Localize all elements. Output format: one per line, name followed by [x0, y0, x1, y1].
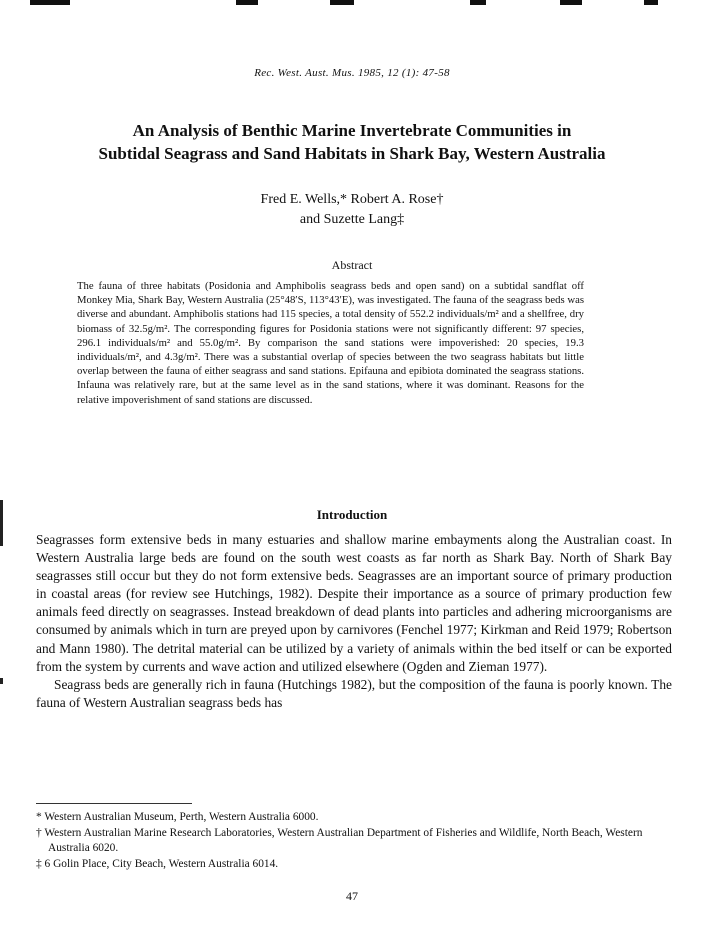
scan-artifact-mark [470, 0, 486, 5]
footnote-rule [36, 803, 192, 804]
introduction-body [36, 531, 672, 712]
scan-edge-mark [0, 678, 3, 684]
footnotes [36, 810, 672, 872]
footnote: † Western Australian Marine Research Laboratories, Western Australian Department of Fisheries and Wildlife, North Beach, Western Australia 6020. [36, 826, 643, 854]
abstract-heading: Abstract [331, 258, 373, 272]
scan-artifact-mark [644, 0, 658, 5]
footnote: ‡ 6 Golin Place, City Beach, Western Australia 6014. [36, 857, 279, 870]
author-line: Fred E. Wells,* Robert A. Rose† [260, 192, 444, 207]
journal-citation: Rec. West. Aust. Mus. 1985, 12 (1): 47-58 [254, 67, 450, 79]
scan-artifact-mark [30, 0, 70, 5]
introduction-heading: Introduction [316, 507, 388, 522]
body-paragraph: Seagrasses form extensive beds in many estuaries and shallow marine embayments along the Australian coast. In Western Australia large beds are found on the south west coasts as far north as Shark Bay. North of Shark Bay seagrasses still occur but they do not form extensive beds. Seagrasses are an important source of primary production in coastal areas (for review see Hutchings, 1982). Despite their importance as a source of primary production few animals feed directly on seagrasses. Instead breakdown of dead plants into particles and adhering microorganisms are consumed by animals which in turn are preyed upon by carnivores (Fenchel 1977; Kirkman and Reid 1979; Robertson and Mann 1980). The detrital material can be utilized by a variety of animals within the bed itself or can be exported from the system by currents and wave action and utilized elsewhere (Ogden and Zieman 1977). [36, 532, 672, 674]
scan-artifact-mark [236, 0, 258, 5]
paper-title [20, 119, 684, 165]
abstract-text: The fauna of three habitats (Posidonia and Amphibolis seagrass beds and open sand) on a subtidal sandflat off Monkey Mia, Shark Bay, Western Australia (25°48′S, 113°43′E), was investigated. The fauna of the seagrass beds was diverse and abundant. Amphibolis stations had 115 species, a total density of 552.2 individuals/m² and a shellfree, dry biomass of 32.5g/m². The corresponding figures for Posidonia stations were not significantly different: 97 species, 296.1 individuals/m² and 55.0g/m². By comparison the sand stations were impoverished: 20 species, 19.3 individuals/m², and 4.3g/m². There was a substantial overlap of species between the two seagrass habitats but little overlap between the fauna of either seagrass and sand stations. Epifauna and epibiota dominated the seagrass stations. Infauna was relatively rare, but at the same level as in the sand stations, where it was dominant. Reasons for the relative impoverishment of sand stations are discussed. [77, 280, 584, 406]
scan-artifact-mark [330, 0, 354, 5]
author-line: and Suzette Lang‡ [299, 212, 405, 227]
author-list [0, 190, 704, 230]
body-paragraph: Seagrass beds are generally rich in fauna (Hutchings 1982), but the composition of the fauna is poorly known. The fauna of Western Australian seagrass beds has [36, 676, 672, 710]
paper-title-line: An Analysis of Benthic Marine Invertebrate Communities in [132, 121, 572, 140]
paper-title-line: Subtidal Seagrass and Sand Habitats in Shark Bay, Western Australia [98, 144, 606, 163]
scan-artifact-mark [560, 0, 582, 5]
footnote: * Western Australian Museum, Perth, Western Australia 6000. [36, 811, 319, 823]
page-number: 47 [346, 889, 358, 903]
